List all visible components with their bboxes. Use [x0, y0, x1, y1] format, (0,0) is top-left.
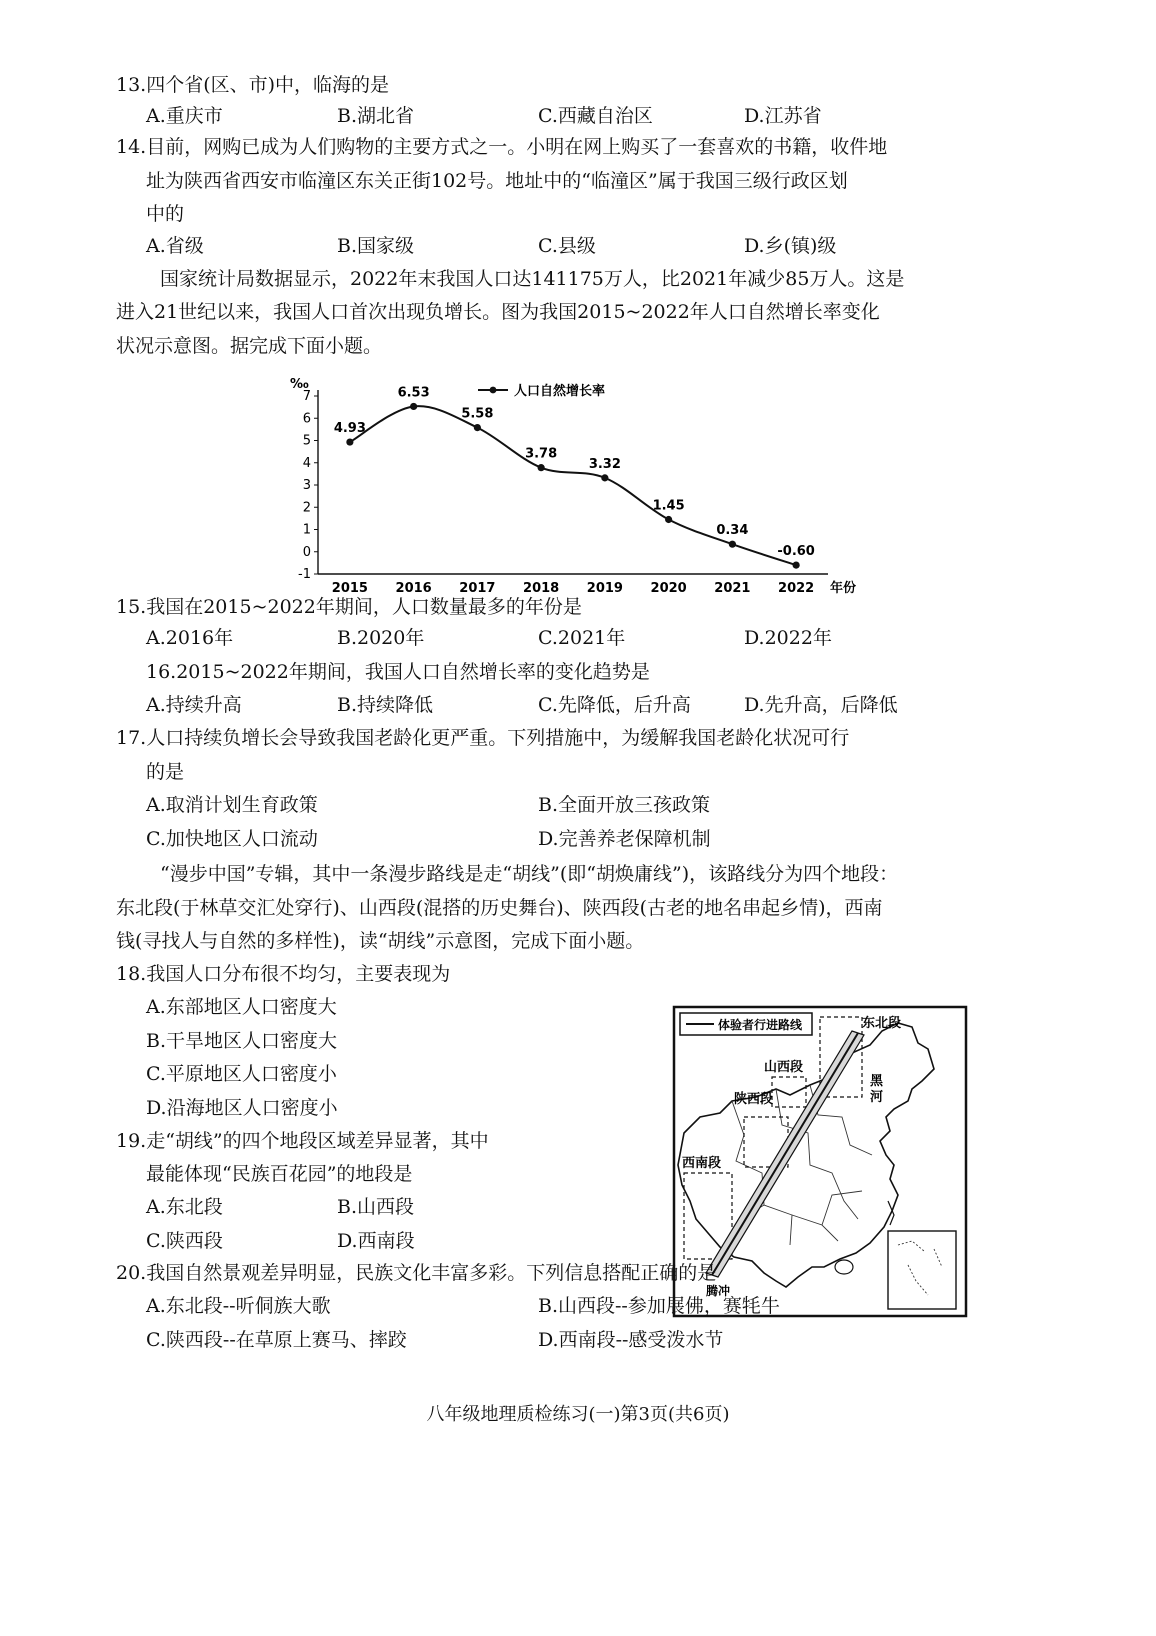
q19-option-a: A.东北段: [146, 1196, 223, 1218]
y-tick-label: 5: [302, 433, 311, 449]
q13-option-a: A.重庆市: [146, 105, 223, 127]
q15-stem: 15.我国在2015~2022年期间，人口数量最多的年份是: [116, 596, 582, 618]
data-label: 0.34: [716, 523, 749, 539]
huline-map-figure: [672, 1005, 968, 1318]
x-tick-label: 2018: [523, 581, 560, 596]
q14-option-a: A.省级: [146, 235, 204, 257]
q19-stem-line-2: 最能体现“民族百花园”的地段是: [146, 1163, 413, 1185]
y-tick-label: 3: [302, 478, 311, 493]
huline-map-svg: [672, 1005, 968, 1318]
data-point: [729, 541, 736, 548]
q17-option-b: B.全面开放三孩政策: [538, 794, 711, 816]
map-label-shanxi: 山西段: [764, 1060, 804, 1075]
legend-marker: [490, 387, 497, 394]
data-point: [665, 516, 672, 523]
map-label-southwest: 西南段: [682, 1156, 722, 1171]
y-tick-label: 2: [302, 500, 311, 516]
q16-option-d: D.先升高，后降低: [744, 694, 898, 716]
q14-stem-line-3: 中的: [146, 203, 185, 225]
q13-option-b: B.湖北省: [337, 105, 415, 127]
q14-option-c: C.县级: [538, 235, 596, 257]
q18-option-b: B.干旱地区人口密度大: [146, 1030, 338, 1052]
q16-option-c: C.先降低，后升高: [538, 694, 691, 716]
x-tick-label: 2015: [331, 581, 368, 596]
map-label-heihe-2: 河: [870, 1090, 884, 1105]
q14-option-b: B.国家级: [337, 235, 415, 257]
q20-option-d: D.西南段--感受泼水节: [538, 1329, 724, 1351]
south-china-sea-inset: [888, 1231, 956, 1309]
q20-stem: 20.我国自然景观差异明显，民族文化丰富多彩。下列信息搭配正确的是: [116, 1262, 717, 1284]
population-intro-line-3: 状况示意图。据完成下面小题。: [116, 335, 383, 357]
q15-option-c: C.2021年: [538, 627, 626, 649]
q17-option-c: C.加快地区人口流动: [146, 828, 318, 850]
x-tick-label: 2020: [650, 581, 687, 596]
q19-option-d: D.西南段: [337, 1230, 415, 1252]
data-point: [538, 464, 545, 471]
q15-option-a: A.2016年: [146, 627, 234, 649]
q17-stem-line-1: 17.人口持续负增长会导致我国老龄化更严重。下列措施中，为缓解我国老龄化状况可行: [116, 727, 850, 749]
map-label-shaanxi: 陕西段: [734, 1092, 774, 1107]
q16-option-b: B.持续降低: [337, 694, 434, 716]
data-point: [346, 438, 353, 445]
q13-option-d: D.江苏省: [744, 105, 822, 127]
q14-stem-line-2: 址为陕西省西安市临潼区东关正街102号。地址中的“临潼区”属于我国三级行政区划: [146, 170, 848, 192]
y-tick-label: 4: [302, 455, 311, 471]
data-label: 3.78: [525, 446, 558, 462]
x-tick-label: 2016: [395, 581, 432, 596]
q16-stem: 16.2015~2022年期间，我国人口自然增长率的变化趋势是: [146, 661, 650, 683]
q18-stem: 18.我国人口分布很不均匀，主要表现为: [116, 963, 451, 985]
y-tick-label: 7: [302, 389, 311, 404]
q13-stem: 13.四个省(区、市)中，临海的是: [116, 74, 390, 96]
q14-option-d: D.乡(镇)级: [744, 235, 837, 257]
population-intro-line-2: 进入21世纪以来，我国人口首次出现负增长。图为我国2015~2022年人口自然增长率变化: [116, 301, 880, 323]
q18-option-a: A.东部地区人口密度大: [146, 996, 337, 1018]
data-label: 6.53: [397, 385, 430, 401]
q19-stem-line-1: 19.走“胡线”的四个地段区域差异显著，其中: [116, 1130, 489, 1152]
huline-intro-line-1: “漫步中国”专辑，其中一条漫步路线是走“胡线”(即“胡焕庸线”)，该路线分为四个地段：: [160, 863, 899, 885]
q17-option-a: A.取消计划生育政策: [146, 794, 318, 816]
q14-stem-line-1: 14.目前，网购已成为人们购物的主要方式之一。小明在网上购买了一套喜欢的书籍，收件地: [116, 136, 888, 158]
x-tick-label: 2019: [586, 581, 623, 596]
q19-option-b: B.山西段: [337, 1196, 415, 1218]
q17-stem-line-2: 的是: [146, 761, 185, 783]
map-label-heihe-1: 黑: [870, 1074, 884, 1089]
data-point: [793, 562, 800, 569]
q13-option-c: C.西藏自治区: [538, 105, 653, 127]
chart-svg: [288, 377, 857, 606]
y-tick-label: 1: [302, 522, 311, 538]
data-label: -0.60: [777, 544, 815, 560]
population-intro-line-1: 国家统计局数据显示，2022年末我国人口达141175万人，比2021年减少85万人。这是: [160, 268, 905, 290]
data-point: [601, 474, 608, 481]
huline-intro-line-2: 东北段(于林草交汇处穿行)、山西段(混搭的历史舞台)、陕西段(古老的地名串起乡情)，西南: [116, 897, 883, 919]
q19-option-c: C.陕西段: [146, 1230, 223, 1252]
y-tick-label: -1: [298, 567, 311, 582]
q20-option-a: A.东北段--听侗族大歌: [146, 1295, 331, 1317]
x-tick-label: 2017: [459, 581, 496, 596]
map-label-northeast: 东北段: [862, 1016, 902, 1031]
y-tick-label: 6: [302, 411, 311, 427]
x-tick-label: 2021: [714, 581, 751, 596]
q20-option-c: C.陕西段--在草原上赛马、摔跤: [146, 1329, 407, 1351]
data-label: 1.45: [652, 498, 685, 514]
x-tick-label: 2022: [778, 581, 815, 596]
q17-option-d: D.完善养老保障机制: [538, 828, 711, 850]
y-tick-label: 0: [302, 544, 311, 560]
q15-option-d: D.2022年: [744, 627, 832, 649]
series-line: [350, 406, 796, 565]
page-footer: 八年级地理质检练习(一)第3页(共6页): [426, 1404, 730, 1425]
q15-option-b: B.2020年: [337, 627, 425, 649]
population-growth-chart: [288, 377, 857, 606]
y-axis-unit: ‰: [290, 377, 309, 392]
legend-label: 人口自然增长率: [514, 384, 606, 399]
q20-option-b: B.山西段--参加展佛，赛牦牛: [538, 1295, 780, 1317]
map-label-tengchong: 腾冲: [706, 1284, 731, 1298]
q18-option-c: C.平原地区人口密度小: [146, 1063, 337, 1085]
q18-option-d: D.沿海地区人口密度小: [146, 1097, 338, 1119]
x-axis-unit: 年份: [830, 581, 857, 596]
data-point: [410, 403, 417, 410]
data-point: [474, 424, 481, 431]
q16-option-a: A.持续升高: [146, 694, 242, 716]
huline-intro-line-3: 钱(寻找人与自然的多样性)，读“胡线”示意图，完成下面小题。: [116, 930, 645, 952]
data-label: 5.58: [461, 406, 494, 422]
data-label: 3.32: [588, 456, 621, 472]
data-label: 4.93: [333, 421, 366, 437]
map-legend-label: 体验者行进路线: [718, 1018, 803, 1032]
